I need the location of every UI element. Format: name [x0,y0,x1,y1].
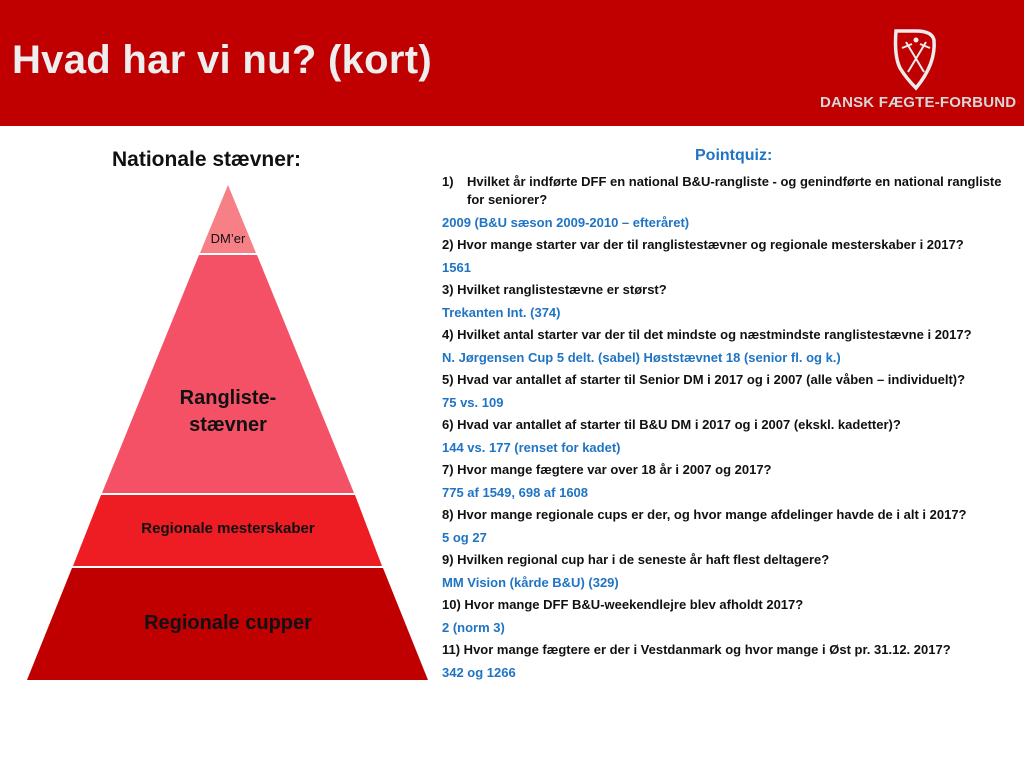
pyramid-label-rangliste-line1: Rangliste- [179,387,277,409]
quiz-question: 4) Hvilket antal starter var der til det mindste og næstmindste ranglistestævne i 2017? [442,327,972,342]
quiz-answer: 342 og 1266 [442,664,516,680]
quiz-answer: Trekanten Int. (374) [442,304,561,320]
pyramid-label-rangliste [128,385,328,439]
quiz-answer: 5 og 27 [442,529,487,545]
pyramid-tier-rangliste [102,255,354,493]
quiz-answer: 775 af 1549, 698 af 1608 [442,484,589,500]
quiz-answer: MM Vision (kårde B&U) (329) [442,574,619,590]
quiz-question: 2) Hvor mange starter var der til ranglistestævner og regionale mesterskaber i 2017? [442,237,964,252]
quiz-answer: 144 vs. 177 (renset for kadet) [442,439,621,455]
pyramid-diagram [0,0,440,690]
quiz-answer: 1561 [442,259,471,275]
pyramid-label-rangliste-line2: stævner [189,414,267,436]
quiz-question: 11) Hvor mange fægtere er der i Vestdanmark og hvor mange i Øst pr. 31.12. 2017? [442,642,951,657]
quiz-question: 8) Hvor mange regionale cups er der, og hvor mange afdelinger havde de i alt i 2017? [442,507,967,522]
quiz-answer: N. Jørgensen Cup 5 delt. (sabel) Høststævnet 18 (senior fl. og k.) [442,349,841,365]
quiz-answer: 75 vs. 109 [442,394,504,410]
pyramid-label-dm: DM’er [210,231,246,246]
logo-text: DANSK FÆGTE-FORBUND [820,94,1017,111]
dff-logo [820,28,1016,120]
quiz-question: 9) Hvilken regional cup har i de seneste år haft flest deltagere? [442,552,830,567]
quiz-question-number: 1) [442,174,454,189]
quiz-title: Pointquiz: [695,147,773,164]
quiz-question: 6) Hvad var antallet af starter til B&U DM i 2017 og i 2007 (ekskl. kadetter)? [442,417,901,432]
quiz-question [442,173,1017,209]
quiz-list [442,173,1017,686]
quiz-question: 5) Hvad var antallet af starter til Senior DM i 2017 og i 2007 (alle våben – individuelt)? [442,372,966,387]
quiz-question: 3) Hvilket ranglistestævne er størst? [442,282,667,297]
shield-logo-icon [820,28,1016,94]
quiz-question: 7) Hvor mange fægtere var over 18 år i 2007 og 2017? [442,462,772,477]
quiz-question: 10) Hvor mange DFF B&U-weekendlejre blev afholdt 2017? [442,597,804,612]
quiz-answer: 2009 (B&U sæson 2009-2010 – efteråret) [442,214,690,230]
page-title: Hvad har vi nu? (kort) [12,38,432,82]
quiz-question-text: Hvilket år indførte DFF en national B&U-rangliste - og genindførte en national rangliste for seniorer? [467,174,1002,207]
pyramid-label-regionale-cupper: Regionale cupper [144,612,312,634]
pyramid-label-regionale-mesterskaber: Regionale mesterskaber [141,520,315,537]
nationale-heading: Nationale stævner: [112,148,302,171]
quiz-answer: 2 (norm 3) [442,619,505,635]
